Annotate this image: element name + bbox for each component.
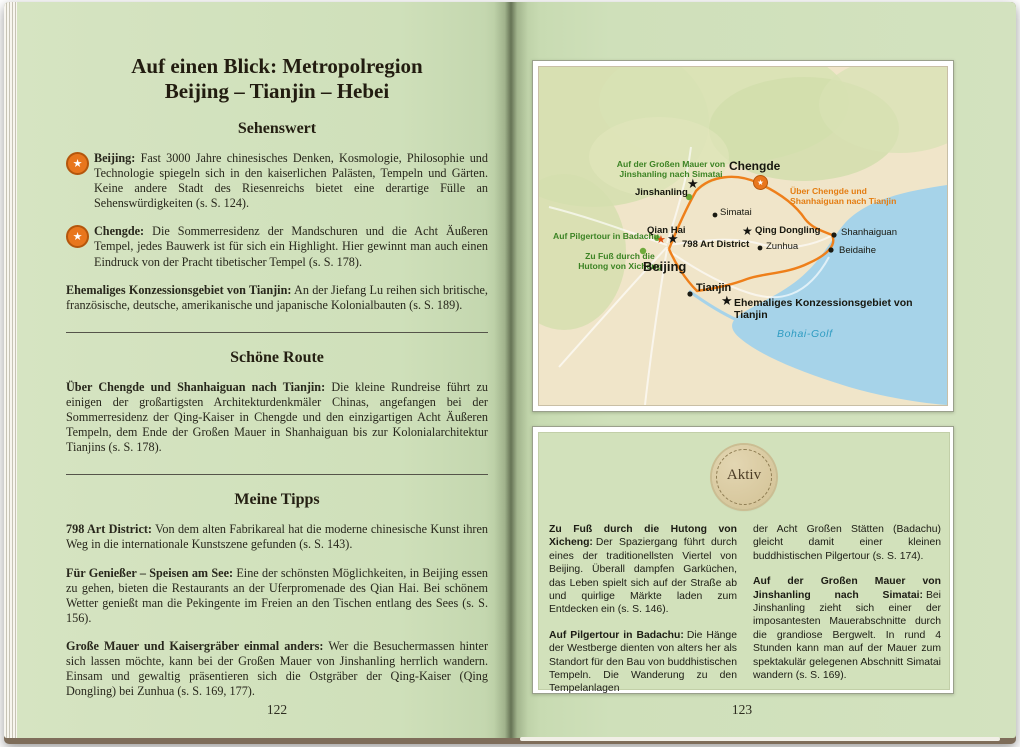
paragraph-798 xyxy=(66,522,488,552)
jinshanling-star-icon: ★ xyxy=(687,177,699,192)
aktiv-item-text: der Acht Großen Stätten (Badachu) gleicht damit einer kleinen buddhistischen Pilgertour (s. S. 174). xyxy=(753,524,941,562)
chengde-highlight-star-icon: ★ xyxy=(753,175,768,190)
paragraph-lead: Chengde: xyxy=(94,224,145,239)
paragraph-geniesser xyxy=(66,566,488,626)
aktiv-item-hutong xyxy=(549,523,737,617)
page-number-left: 122 xyxy=(266,702,288,717)
map-label-beidaihe: Beidaihe xyxy=(839,245,876,256)
aktiv-item-jinshanling xyxy=(753,575,941,682)
map-label-qing-dongling: Qing Dongling xyxy=(755,225,821,236)
map-label-qian-hai: Qian Hai xyxy=(647,225,686,236)
section-divider xyxy=(66,332,488,333)
aktiv-column-1 xyxy=(549,523,737,708)
map-label-simatai: Simatai xyxy=(720,207,752,218)
qing-dongling-star-icon: ★ xyxy=(742,224,753,238)
paragraph-text: Die Sommerresidenz der Mandschuren und die Acht Äußeren Tempel, jedes Bauwerk ist für sich ein Highlight. Hier gewinnt man auch einen Eindruck von der Pracht tibetischer Tempel (s. S. 178). xyxy=(94,224,489,269)
right-page xyxy=(510,2,1016,738)
map-label-jinshanling: Jinshanling xyxy=(635,187,688,198)
heading-meine-tipps: Meine Tipps xyxy=(234,491,320,509)
map-label-orange-route: Über Chengde und Shanhaiguan nach Tianjin xyxy=(790,186,897,206)
map-label-bohai-golf: Bohai-Golf xyxy=(777,328,833,340)
paragraph-text: Fast 3000 Jahre chinesisches Denken, Kosmologie, Philosophie und Technologie spiegeln sich in den kaiserlichen Palästen, Tempeln und Gärten. Keine andere Stadt des Riesenreichs bietet eine derartige Fülle an Sehenswürdigkeiten (s. S. 124). xyxy=(94,151,488,211)
aktiv-item-lead: Auf Pilgertour in Badachu: xyxy=(549,629,684,641)
paragraph-text: An der Jiefang Lu reihen sich britische, französische, deutsche, amerikanische und japanische Kolonialbauten (s. S. 189). xyxy=(66,282,488,312)
map-label-konzessionsgebiet: Ehemaliges Konzessionsgebiet von Tianjin xyxy=(734,297,913,321)
region-map xyxy=(538,66,948,406)
paragraph-lead: 798 Art District: xyxy=(66,522,152,537)
aktiv-item-text: Der Spaziergang führt durch eines der traditionellsten Viertel von Beijing. Überall dampfen Garküchen, das Leben spielt sich auf der Straße ab und quirlige Märkte laden zum Entdecken ein (s. S. 146). xyxy=(549,537,737,616)
aktiv-item-lead: Zu Fuß durch die Hutong von Xicheng: xyxy=(549,524,737,549)
book-spread xyxy=(4,2,1016,744)
map-label-zunhua: Zunhua xyxy=(766,241,799,252)
aktiv-item-lead: Auf der Großen Mauer von Jinshanling nach Simatai: xyxy=(753,576,941,601)
page-title-line2: Beijing – Tianjin – Hebei xyxy=(164,79,390,103)
aktiv-panel-inner xyxy=(538,432,950,695)
paragraph-lead: Große Mauer und Kaisergräber einmal anders: xyxy=(66,638,324,653)
aktiv-panel xyxy=(532,426,954,694)
798-star-icon: ★ xyxy=(667,232,679,247)
paragraph-lead: Ehemaliges Konzessionsgebiet von Tianjin: xyxy=(66,282,292,297)
section-divider xyxy=(66,474,488,475)
paragraph-lead: Über Chengde und Shanhaiguan nach Tianjin: xyxy=(66,379,326,394)
highlight-star-icon: ★ xyxy=(66,225,89,248)
map-label-chengde: Chengde xyxy=(729,159,781,173)
left-page xyxy=(4,2,510,738)
map-label-798-art-district: 798 Art District xyxy=(682,239,750,250)
aktiv-badge xyxy=(712,445,776,509)
highlight-star-icon: ★ xyxy=(66,152,89,175)
beijing-star-icon: ★ xyxy=(656,233,666,246)
page-title-line1: Auf einen Blick: Metropolregion xyxy=(131,54,423,78)
aktiv-item-text: Bei Jinshanling zieht sich einer der imposantesten Mauerabschnitte durch die grandiose Bergwelt. In rund 4 Stunden kann man auf der Mauer zum spektakulär gelegenen Abschnitt Simatai wandern (s. S. 169). xyxy=(753,589,941,682)
paragraph-lead: Für Genießer – Speisen am See: xyxy=(66,565,234,580)
aktiv-item-badachu-continued xyxy=(753,523,941,563)
aktiv-item-text: Die Hänge der Westberge dienten von alters her als Standort für den Bau von buddhistischen Tempeln. Die Wanderung zu den Tempelanlagen xyxy=(549,629,737,695)
map-label-tianjin: Tianjin xyxy=(696,282,732,294)
page-title xyxy=(66,2,488,104)
paragraph-konzessionsgebiet xyxy=(66,283,488,313)
konzession-star-icon: ★ xyxy=(721,294,733,309)
aktiv-item-badachu xyxy=(549,629,737,696)
paragraph-text: Eine der schönsten Möglichkeiten, in Beijing essen zu gehen, bieten die Restaurants an der Uferpromenade des Qian Hai. Bei schönem Wetter genießt man die Pekingente im Freien an den Tischen entlang des Sees (s. S. 156). xyxy=(66,565,489,625)
map-label-jinshanling-route: Auf der Großen Mauer von Jinshanling nach Simatai xyxy=(616,159,726,179)
map-panel xyxy=(532,60,954,412)
paragraph-lead: Beijing: xyxy=(94,151,136,165)
page-number-right: 123 xyxy=(731,702,753,717)
map-label-beijing: Beijing xyxy=(643,259,687,274)
map-label-badachu-route: Auf Pilgertour in Badachu xyxy=(553,231,659,241)
paragraph-text: Wer die Besuchermassen hinter sich lassen möchte, kann bei der Großen Mauer von Jinshanling herrlich wandern. Einsam und gewaltig präsentieren sich die Ostgräber der Qing-Kaiser (Qing Dongling) bei Zunhua (s. S. 169, 177). xyxy=(66,638,489,699)
left-page-content xyxy=(66,2,488,699)
paragraph-beijing xyxy=(66,151,488,211)
paragraph-mauer-kaisergraeber xyxy=(66,639,488,699)
paragraph-chengde xyxy=(66,224,488,269)
aktiv-column-2 xyxy=(753,523,941,694)
paragraph-route xyxy=(66,380,488,455)
paragraph-text: Von dem alten Fabrikareal hat die moderne chinesische Kunst ihren Weg in die internationale Kunstszene gefunden (s. S. 143). xyxy=(66,522,488,552)
page-stack-edge xyxy=(4,2,17,738)
bottom-page-edge xyxy=(520,737,1000,741)
map-label-hutong-route: Zu Fuß durch die Hutong von Xicheng xyxy=(578,251,662,271)
heading-sehenswert: Sehenswert xyxy=(237,120,317,137)
map-label-shanhaiguan: Shanhaiguan xyxy=(841,227,897,238)
paragraph-text: Die kleine Rundreise führt zu einigen der großartigsten Architekturdenkmäler Chinas, angefangen bei der Sommerresidenz der Qing-Kaiser in Chengde und den einzigartigen Acht Äußeren Tempeln, dem Ende der Großen Mauer in Shanhaiguan bis zur Kolonialarchitektur Tianjins (s. S. 178). xyxy=(66,379,488,455)
heading-schoene-route: Schöne Route xyxy=(230,348,324,366)
aktiv-badge-label: Aktiv xyxy=(726,467,762,483)
